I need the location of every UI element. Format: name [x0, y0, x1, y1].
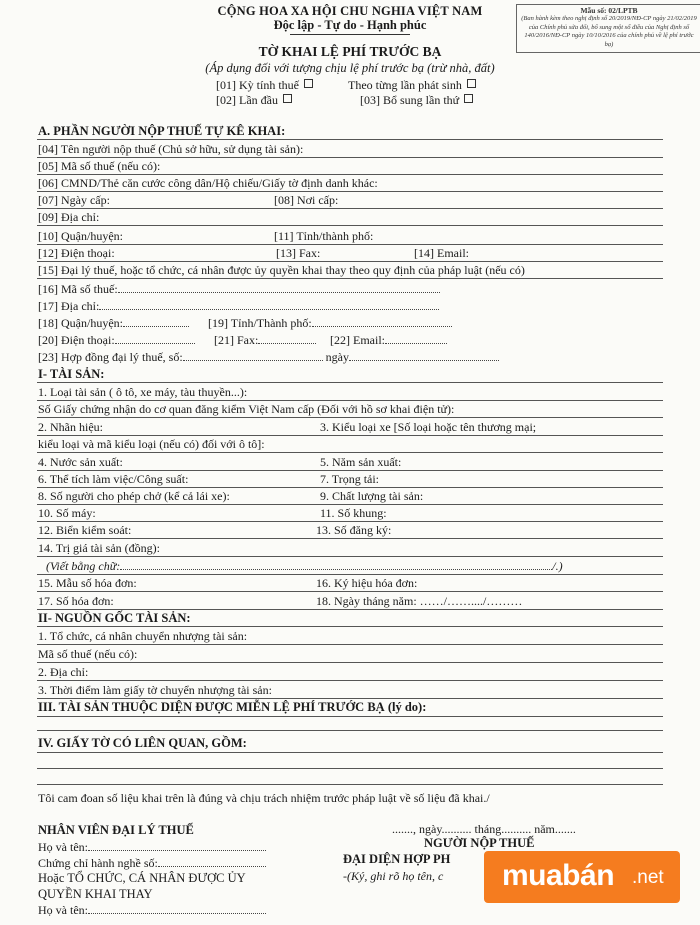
chassis-number: 11. Số khung:: [320, 506, 387, 520]
vehicle-model: 3. Kiểu loại xe [Số loại hoặc tên thương mại;: [320, 420, 537, 434]
option-each-label: Theo từng lần phát sinh: [348, 78, 462, 92]
asset-value-words: [46, 559, 563, 573]
passenger-capacity: 8. Số người cho phép chở (kể cả lái xe):: [38, 489, 230, 503]
transfer-date: 3. Thời điểm làm giấy tờ chuyển nhượng tài sản:: [38, 683, 272, 697]
license-plate: 12. Biển kiểm soát:: [38, 523, 132, 537]
option-01-label: [01] Kỳ tính thuế: [216, 78, 299, 92]
checkbox-icon[interactable]: [304, 79, 313, 88]
vehicle-model-code: kiểu loại và mã kiểu loại (nếu có) đối với ô tô]:: [38, 437, 265, 451]
divider: [37, 784, 663, 785]
invoice-date: [316, 594, 522, 608]
field-17: [38, 299, 439, 313]
invoice-date-label: 18. Ngày tháng năm:: [316, 594, 417, 608]
field-17-label: [17] Địa chỉ:: [38, 299, 100, 313]
field-23-label: [23] Hợp đồng đại lý thuế, số:: [38, 350, 183, 364]
field-18-label: [18] Quận/huyện:: [38, 316, 123, 330]
field-12: [12] Điện thoại:: [38, 246, 115, 260]
divider: [37, 261, 663, 262]
divider: [37, 556, 663, 557]
divider: [37, 435, 663, 436]
invoice-template: 15. Mẫu số hóa đơn:: [38, 576, 137, 590]
form-subtitle: (Áp dụng đối với tượng chịu lệ phí trước bạ (trừ nhà, đất): [205, 61, 495, 75]
divider: [37, 174, 663, 175]
field-23: [38, 350, 499, 364]
agent-certificate-input[interactable]: [158, 866, 266, 867]
field-11: [11] Tỉnh/thành phố:: [274, 229, 374, 243]
agent-name: [38, 840, 266, 854]
field-23-date-input[interactable]: [349, 360, 499, 361]
field-16: [38, 282, 440, 296]
field-19-input[interactable]: [312, 326, 452, 327]
divider: [37, 538, 663, 539]
country-name: CỘNG HOA XA HỘI CHU NGHIA VIỆT NAM: [217, 4, 483, 18]
divider: [37, 208, 663, 209]
transferor: 1. Tổ chức, cá nhân chuyển nhượng tài sản:: [38, 629, 248, 643]
agent-staff-title: NHÂN VIÊN ĐẠI LÝ THUẾ: [38, 823, 194, 837]
field-16-input[interactable]: [118, 292, 440, 293]
field-14: [14] Email:: [414, 246, 469, 260]
divider: [37, 752, 663, 753]
agent-name-input[interactable]: [88, 850, 266, 851]
section-3-heading: III. TÀI SẢN THUỘC DIỆN ĐƯỢC MIỄN LỆ PHÍ TRƯỚC BẠ (lý do):: [38, 700, 427, 714]
country-of-manufacture: 4. Nước sản xuất:: [38, 455, 123, 469]
taxpayer-title: NGƯỜI NỘP THUẾ: [424, 836, 535, 850]
invoice-number: 17. Số hóa đơn:: [38, 594, 114, 608]
field-13: [13] Fax:: [276, 246, 321, 260]
divider: [37, 452, 663, 453]
section-1-heading: I- TÀI SẢN:: [38, 367, 105, 381]
option-03: [360, 93, 473, 107]
option-02: [216, 93, 292, 107]
form-number: Mẫu số: 02/LPTB: [580, 6, 638, 15]
asset-type: 1. Loại tài sản ( ô tô, xe máy, tàu thuyền...):: [38, 385, 248, 399]
divider: [37, 730, 663, 731]
muaban-logo: [484, 851, 680, 903]
section-a-heading: A. PHẦN NGƯỜI NỘP THUẾ TỰ KÊ KHAI:: [38, 124, 286, 138]
checkbox-icon[interactable]: [467, 79, 476, 88]
field-05: [05] Mã số thuế (nếu có):: [38, 159, 161, 173]
divider: [37, 470, 663, 471]
sign-date: ......., ngày.......... tháng.......... năm.......: [392, 822, 576, 836]
section-4-heading: IV. GIẤY TỜ CÓ LIÊN QUAN, GỒM:: [38, 736, 247, 750]
divider: [37, 139, 663, 140]
field-21-label: [21] Fax:: [214, 333, 259, 347]
divider: [37, 609, 663, 610]
authorized-name-label: Họ và tên:: [38, 903, 88, 917]
divider: [37, 417, 663, 418]
year-of-manufacture: 5. Năm sản xuất:: [320, 455, 402, 469]
option-01: [216, 78, 313, 92]
agent-certificate: [38, 856, 266, 870]
divider: [37, 644, 663, 645]
divider: [37, 191, 663, 192]
agent-certificate-label: Chứng chỉ hành nghề số:: [38, 856, 158, 870]
asset-value-words-end: /.): [552, 559, 563, 573]
field-20: [38, 333, 195, 347]
field-20-input[interactable]: [115, 343, 195, 344]
asset-value-words-label: (Viết bằng chữ:: [46, 559, 121, 573]
divider: [37, 244, 663, 245]
authorized-name-input[interactable]: [88, 913, 266, 914]
divider: [37, 662, 663, 663]
field-18: [38, 316, 189, 330]
divider: [37, 698, 663, 699]
invoice-symbol: 16. Ký hiệu hóa đơn:: [316, 576, 418, 590]
national-motto: Độc lập - Tự do - Hạnh phúc: [273, 18, 427, 32]
divider: [37, 382, 663, 383]
divider: [37, 591, 663, 592]
motto-underline: [290, 34, 410, 35]
legal-representative-title: ĐẠI DIỆN HỢP PH: [343, 852, 451, 866]
field-04: [04] Tên người nộp thuế (Chủ sở hữu, sử dụng tài sản):: [38, 142, 304, 156]
field-21-input[interactable]: [258, 343, 316, 344]
declaration: Tôi cam đoan số liệu khai trên là đúng và chịu trách nhiệm trước pháp luật về số liệu đã khai./: [38, 791, 490, 805]
checkbox-icon[interactable]: [464, 94, 473, 103]
field-06: [06] CMND/Thẻ căn cước công dân/Hộ chiếu/Giấy tờ định danh khác:: [38, 176, 378, 190]
divider: [37, 574, 663, 575]
option-each: [348, 78, 476, 92]
divider: [37, 157, 663, 158]
divider: [37, 680, 663, 681]
divider: [37, 768, 663, 769]
field-23-date-label: ngày: [325, 350, 349, 364]
divider: [37, 278, 663, 279]
brand: 2. Nhãn hiệu:: [38, 420, 103, 434]
field-17-input[interactable]: [99, 309, 439, 310]
field-07: [07] Ngày cấp:: [38, 193, 110, 207]
engine-capacity: 6. Thể tích làm việc/Công suất:: [38, 472, 189, 486]
authorized-name: [38, 903, 266, 917]
field-16-label: [16] Mã số thuế:: [38, 282, 118, 296]
asset-value-words-input[interactable]: [120, 569, 552, 570]
divider: [37, 504, 663, 505]
signature-note: -(Ký, ghi rõ họ tên, c: [343, 869, 444, 883]
asset-quality: 9. Chất lượng tài sản:: [320, 489, 424, 503]
divider: [37, 400, 663, 401]
field-15: [15] Đại lý thuế, hoặc tổ chức, cá nhân được ủy quyền khai thay theo quy định của pháp luật (nếu có): [38, 263, 525, 277]
field-08: [08] Nơi cấp:: [274, 193, 339, 207]
field-10: [10] Quận/huyện:: [38, 229, 123, 243]
logo-brand: muabán: [502, 859, 615, 892]
option-03-label: [03] Bổ sung lần thứ: [360, 93, 460, 107]
agent-name-label: Họ và tên:: [38, 840, 88, 854]
load-capacity: 7. Trọng tải:: [320, 472, 380, 486]
form-title: TỜ KHAI LỆ PHÍ TRƯỚC BẠ: [258, 44, 442, 59]
field-09: [09] Địa chỉ:: [38, 210, 100, 224]
field-19: [208, 316, 452, 330]
field-22: [330, 333, 447, 347]
field-19-label: [19] Tỉnh/Thành phố:: [208, 316, 312, 330]
divider: [37, 225, 663, 226]
transferor-tax-code: Mã số thuế (nếu có):: [38, 647, 138, 661]
field-20-label: [20] Điện thoại:: [38, 333, 115, 347]
asset-value: 14. Trị giá tài sản (đồng):: [38, 541, 160, 555]
registration-number: 13. Số đăng ký:: [316, 523, 392, 537]
engine-number: 10. Số máy:: [38, 506, 96, 520]
field-22-label: [22] Email:: [330, 333, 385, 347]
divider: [37, 521, 663, 522]
divider: [37, 487, 663, 488]
authorized-org-line2: QUYỀN KHAI THAY: [38, 887, 153, 901]
divider: [37, 626, 663, 627]
form-reference-text: (Ban hành kèm theo nghị định số 20/2019/NĐ-CP ngày 21/02/2019 của Chính phủ sửa đổi, bổ sung một số điều của Nghị định số 140/2016/NĐ-CP ngày 10/10/2016 của chính phủ về lệ phí trước bạ): [521, 15, 697, 48]
registry-cert-number: Số Giấy chứng nhận do cơ quan đăng kiểm Việt Nam cấp (Đối với hồ sơ khai điện tử):: [38, 402, 455, 416]
option-02-label: [02] Lần đầu: [216, 93, 278, 107]
authorized-org-line1: Hoặc TỔ CHỨC, CÁ NHÂN ĐƯỢC ỦY: [38, 871, 246, 885]
logo-tld: .net: [632, 867, 664, 888]
field-18-input[interactable]: [123, 326, 189, 327]
field-23-input[interactable]: [183, 360, 323, 361]
field-21: [214, 333, 316, 347]
transferor-address: 2. Địa chỉ:: [38, 665, 89, 679]
invoice-date-value[interactable]: ……/……..../………: [419, 594, 523, 608]
divider: [37, 716, 663, 717]
field-22-input[interactable]: [385, 343, 447, 344]
checkbox-icon[interactable]: [283, 94, 292, 103]
section-2-heading: II- NGUỒN GỐC TÀI SẢN:: [38, 611, 191, 625]
